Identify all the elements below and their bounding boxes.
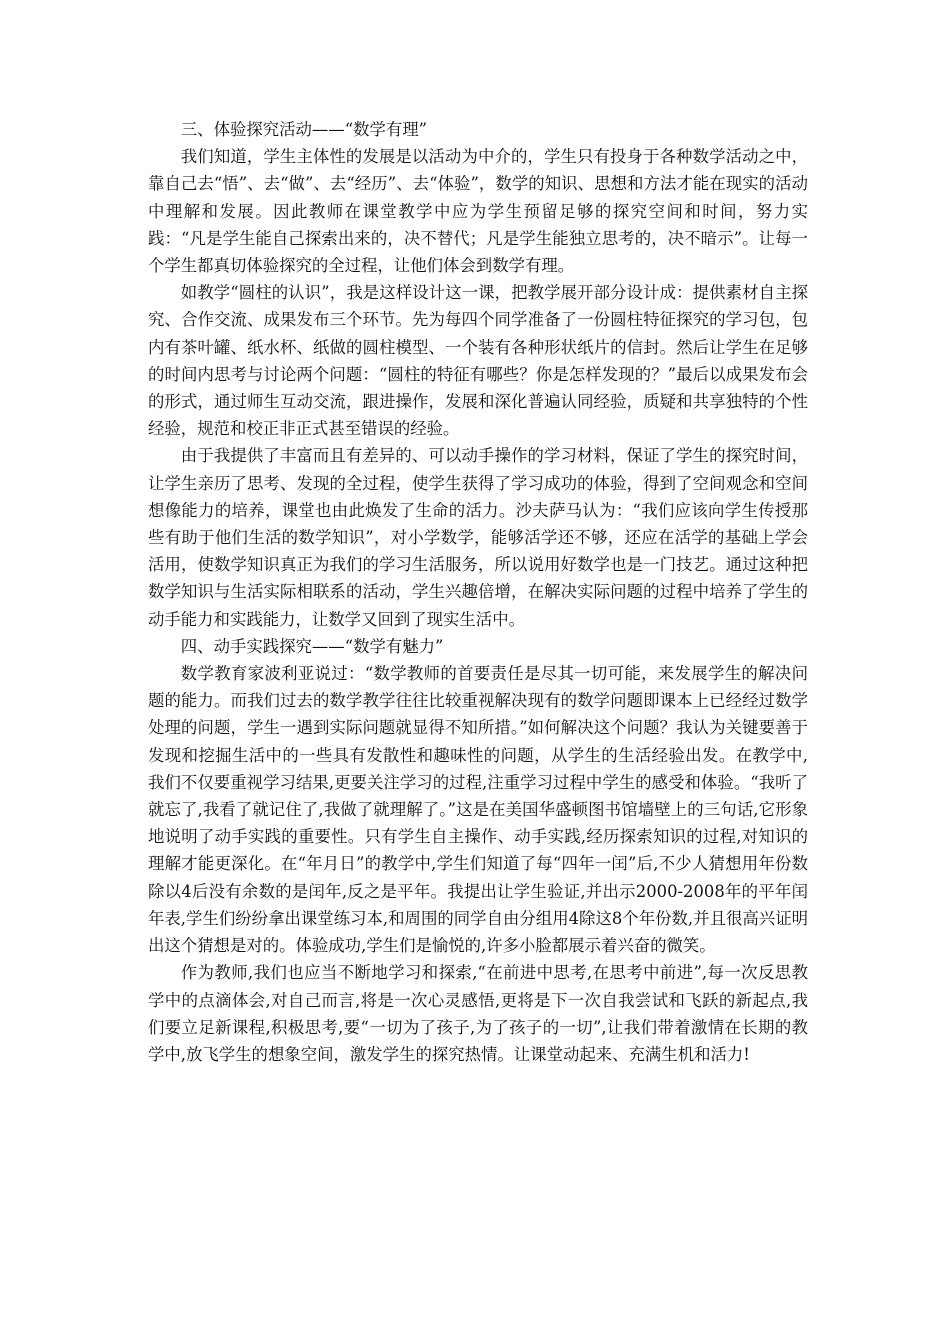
document-body	[148, 116, 808, 1068]
paragraph: 数学教育家波利亚说过：“数学教师的首要责任是尽其一切可能，来发展学生的解决问题的能力。而我们过去的数学教学往往比较重视解决现有的数学问题即课本上已经经过数学处理的问题，学生一遇到实际问题就显得不知所措。”如何解决这个问题？我认为关键要善于发现和挖掘生活中的一些具有发散性和趣味性的问题，从学生的生活经验出发。在教学中,我们不仅要重视学习结果,更要关注学习的过程,注重学习过程中学生的感受和体验。“我听了就忘了,我看了就记住了,我做了就理解了。”这是在美国华盛顿图书馆墙壁上的三句话,它形象地说明了动手实践的重要性。只有学生自主操作、动手实践,经历探索知识的过程,对知识的理解才能更深化。在“年月日”的教学中,学生们知道了每“四年一闰”后,不少人猜想用年份数除以4后没有余数的是闰年,反之是平年。我提出让学生验证,并出示2000-2008年的平年闰年表,学生们纷纷拿出课堂练习本,和周围的同学自由分组用4除这8个年份数,并且很高兴证明出这个猜想是对的。体验成功,学生们是愉悦的,许多小脸都展示着兴奋的微笑。	[148, 664, 808, 956]
paragraph: 作为教师,我们也应当不断地学习和探索,“在前进中思考,在思考中前进”,每一次反思教学中的点滴体会,对自己而言,将是一次心灵感悟,更将是下一次自我尝试和飞跃的新起点,我们要立足新课程,积极思考,要“一切为了孩子,为了孩子的一切”,让我们带着激情在长期的教学中,放飞学生的想象空间，激发学生的探究热情。让课堂动起来、充满生机和活力!	[148, 963, 808, 1064]
paragraph: 由于我提供了丰富而且有差异的、可以动手操作的学习材料，保证了学生的探究时间，让学生亲历了思考、发现的全过程，使学生获得了学习成功的体验，得到了空间观念和空间想像能力的培养，课堂也由此焕发了生命的活力。沙夫萨马认为：“我们应该向学生传授那些有助于他们生活的数学知识”，对小学数学，能够活学还不够，还应在活学的基础上学会活用，使数学知识真正为我们的学习生活服务，所以说用好数学也是一门技艺。通过这种把数学知识与生活实际相联系的活动，学生兴趣倍增，在解决实际问题的过程中培养了学生的动手能力和实践能力，让数学又回到了现实生活中。	[148, 446, 808, 629]
paragraph: 如教学“圆柱的认识”，我是这样设计这一课，把教学展开部分设计成：提供素材自主探究、合作交流、成果发布三个环节。先为每四个同学准备了一份圆柱特征探究的学习包，包内有茶叶罐、纸水杯、纸做的圆柱模型、一个装有各种形状纸片的信封。然后让学生在足够的时间内思考与讨论两个问题：“圆柱的特征有哪些？你是怎样发现的？”最后以成果发布会的形式，通过师生互动交流，跟进操作，发展和深化普遍认同经验，质疑和共享独特的个性经验，规范和校正非正式甚至错误的经验。	[148, 283, 808, 439]
section-heading-4: 四、动手实践探究——“数学有魅力”	[180, 636, 444, 656]
paragraph: 我们知道，学生主体性的发展是以活动为中介的，学生只有投身于各种数学活动之中，靠自己去“悟”、去“做”、去“经历”、去“体验”，数学的知识、思想和方法才能在现实的活动中理解和发展。因此教师在课堂教学中应为学生预留足够的探究空间和时间，努力实践：“凡是学生能自己探索出来的，决不替代；凡是学生能独立思考的，决不暗示”。让每一个学生都真切体验探究的全过程，让他们体会到数学有理。	[148, 147, 808, 276]
section-heading-3: 三、体验探究活动——“数学有理”	[180, 120, 428, 139]
